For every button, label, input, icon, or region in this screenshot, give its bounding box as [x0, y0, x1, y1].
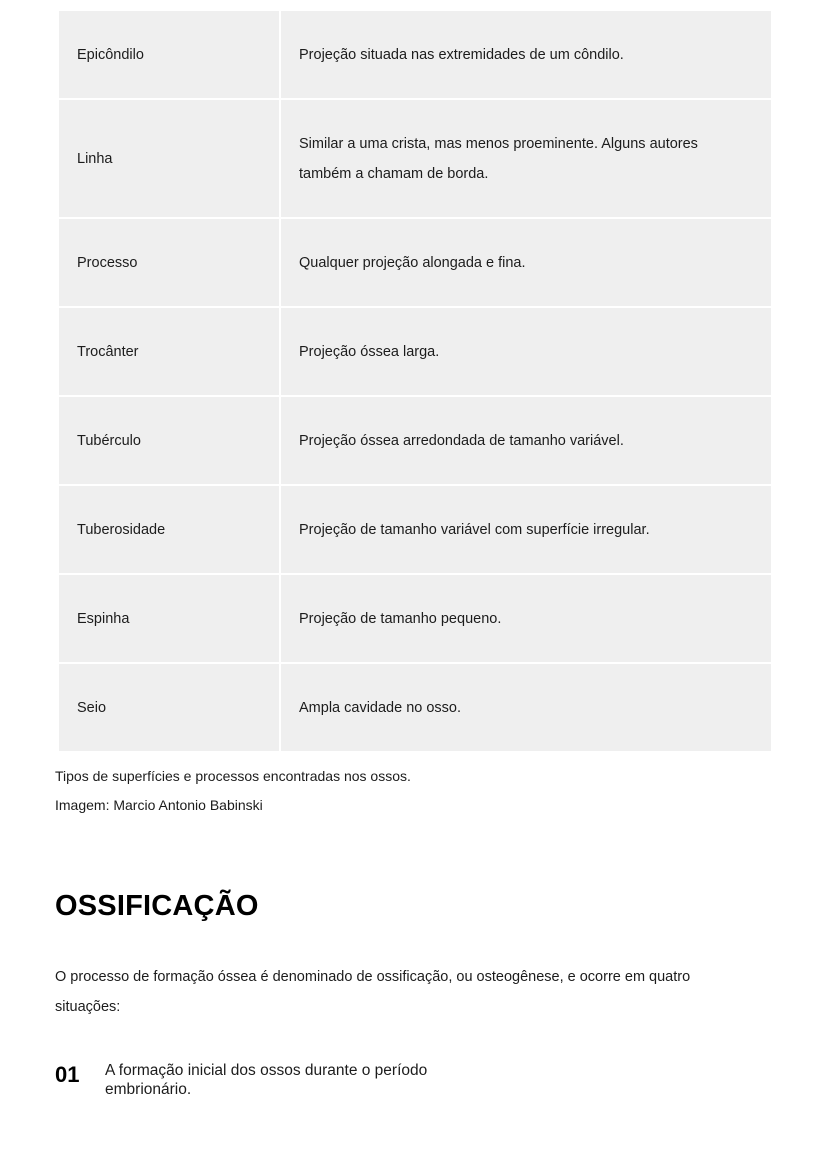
term-cell: Epicôndilo: [58, 10, 280, 99]
table-row: [58, 485, 772, 574]
definition-cell: Qualquer projeção alongada e fina.: [280, 218, 772, 307]
definition-cell: Projeção óssea larga.: [280, 307, 772, 396]
caption-description: Tipos de superfícies e processos encontradas nos ossos.: [55, 768, 411, 784]
definition-cell: Projeção de tamanho variável com superfície irregular.: [280, 485, 772, 574]
table-caption: [55, 762, 411, 820]
term-cell: Seio: [58, 663, 280, 752]
definition-cell: Similar a uma crista, mas menos proeminente. Alguns autores também a chamam de borda.: [280, 99, 772, 218]
term-cell: Linha: [58, 99, 280, 218]
section-title: OSSIFICAÇÃO: [55, 890, 259, 922]
section-paragraph: O processo de formação óssea é denominado de ossificação, ou osteogênese, e ocorre em quatro situações:: [55, 969, 691, 1015]
list-number: 01: [55, 1062, 80, 1087]
definition-cell: Projeção de tamanho pequeno.: [280, 574, 772, 663]
caption-credit: Imagem: Marcio Antonio Babinski: [55, 797, 263, 813]
term-cell: Tuberosidade: [58, 485, 280, 574]
table-row: [58, 218, 772, 307]
bone-surfaces-table: [57, 9, 773, 753]
term-cell: Tubérculo: [58, 396, 280, 485]
definition-cell: Ampla cavidade no osso.: [280, 663, 772, 752]
table-row: [58, 99, 772, 218]
term-cell: Espinha: [58, 574, 280, 663]
table-row: [58, 574, 772, 663]
table-row: [58, 663, 772, 752]
list-item: [55, 1060, 485, 1099]
table-row: [58, 307, 772, 396]
definition-cell: Projeção óssea arredondada de tamanho variável.: [280, 396, 772, 485]
term-cell: Trocânter: [58, 307, 280, 396]
definition-cell: Projeção situada nas extremidades de um côndilo.: [280, 10, 772, 99]
list-text: A formação inicial dos ossos durante o período embrionário.: [105, 1062, 428, 1098]
table-row: [58, 396, 772, 485]
term-cell: Processo: [58, 218, 280, 307]
table-row: [58, 10, 772, 99]
